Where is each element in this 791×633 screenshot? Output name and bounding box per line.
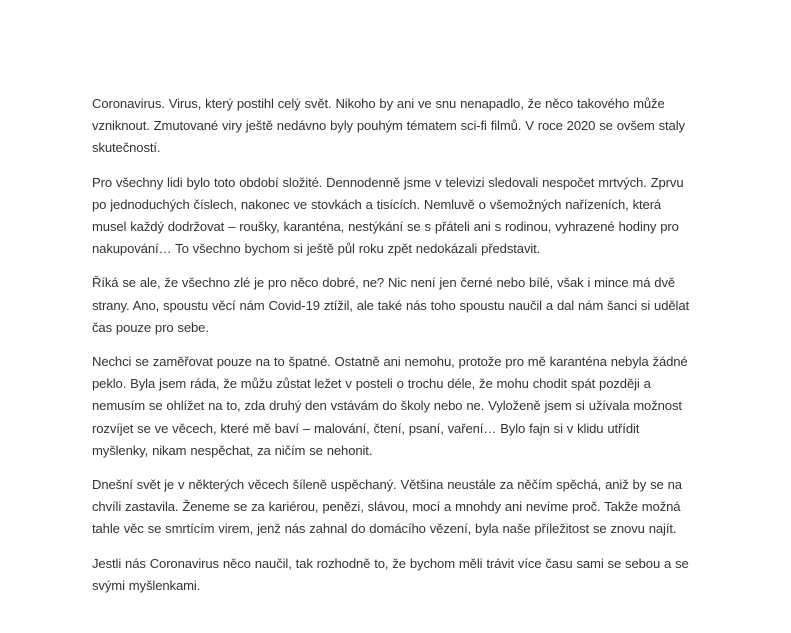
document-body[interactable]	[92, 93, 698, 597]
paragraph-3: Říká se ale, že všechno zlé je pro něco dobré, ne? Nic není jen černé nebo bílé, však i mince má dvě strany. Ano, spoustu věcí nám Covid-19 ztížil, ale také nás toho spoustu naučil a dal nám šanci si udělat čas pouze pro sebe.	[92, 275, 690, 335]
paragraph-1: Coronavirus. Virus, který postihl celý svět. Nikoho by ani ve snu nenapadlo, že něco takového může vzniknout. Zmutované viry ještě nedávno byly pouhým tématem sci-fi filmů. V roce 2020 se ovšem staly skutečností.	[92, 96, 685, 156]
paragraph-6: Jestli nás Coronavirus něco naučil, tak rozhodně to, že bychom měli trávit více času sami se sebou a se svými myšlenkami.	[92, 555, 689, 593]
paragraph-5: Dnešní svět je v některých věcech šíleně uspěchaný. Většina neustále za něčím spěchá, aniž by se na chvíli zastavila. Ženeme se za kariérou, penězi, slávou, mocí a mnohdy ani nevíme proč. Takže možná tahle věc se smrtícím virem, jenž nás zahnal do domácího vězení, byla naše příležitost se znovu najít.	[92, 477, 682, 537]
paragraph-4: Nechci se zaměřovat pouze na to špatné. Ostatně ani nemohu, protože pro mě karanténa nebyla žádné peklo. Byla jsem ráda, že můžu zůstat ležet v posteli o trochu déle, že mohu chodit spát později a nemusím se ohlížet na to, zda druhý den vstávám do školy nebo ne. Vyloženě jsem si užívala možnost rozvíjet se ve věcech, které mě baví – malování, čtení, psaní, vaření… Bylo fajn si v klidu utřídit myšlenky, nikam nespěchat, za ničím se nehonit.	[92, 354, 688, 458]
paragraph-2: Pro všechny lidi bylo toto období složité. Dennodenně jsme v televizi sledovali nespočet mrtvých. Zprvu po jednoduchých číslech, nakonec ve stovkách a tisících. Nemluvě o všemožných nařízeních, která musel každý dodržovat – roušky, karanténa, nestýkání se s přáteli ani s rodinou, vyhrazené hodiny pro nakupování… To všechno bychom si ještě půl roku zpět nedokázali představit.	[92, 174, 684, 257]
